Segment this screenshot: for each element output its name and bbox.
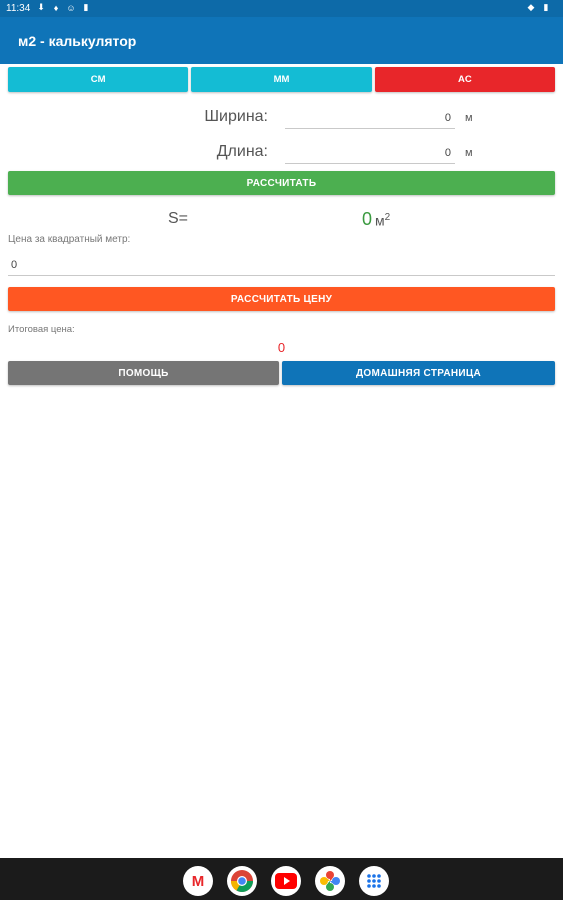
app-title: м2 - калькулятор (18, 33, 137, 49)
chrome-icon[interactable] (227, 866, 257, 896)
tab-ac[interactable]: AC (375, 67, 555, 92)
home-button[interactable]: ДОМАШНЯЯ СТРАНИЦА (282, 361, 555, 385)
tab-mm[interactable]: MM (191, 67, 371, 92)
gmail-icon[interactable]: M (183, 866, 213, 896)
face-icon: ☺ (66, 2, 76, 13)
area-unit: $м^2$ (375, 212, 391, 229)
length-unit: м (465, 147, 473, 159)
length-label: Длина: (216, 143, 268, 160)
area-value: 0 (362, 209, 373, 229)
tab-cm[interactable]: CM (8, 67, 188, 92)
help-button[interactable]: ПОМОЩЬ (8, 361, 279, 385)
app-drawer-icon[interactable] (359, 866, 389, 896)
status-bar (0, 0, 563, 17)
price-label: Цена за квадратный метр: (8, 234, 131, 245)
width-label: Ширина: (204, 108, 268, 125)
length-row (0, 139, 563, 169)
photos-icon[interactable] (315, 866, 345, 896)
calculate-button[interactable]: РАССЧИТАТЬ (8, 171, 555, 195)
drop-icon: ♦ (53, 2, 59, 13)
sim-icon: ▮ (83, 2, 89, 12)
total-label: Итоговая цена: (8, 324, 75, 335)
width-input[interactable]: 0 (285, 108, 455, 129)
length-input[interactable]: 0 (285, 143, 455, 164)
download-icon: ⬇ (37, 2, 45, 12)
youtube-icon[interactable] (271, 866, 301, 896)
width-row (0, 104, 563, 134)
battery-icon: ▮ (543, 2, 549, 12)
wifi-icon: ◆ (527, 2, 535, 12)
area-label: S= (168, 210, 189, 227)
unit-tabs (8, 67, 555, 92)
status-time: 11:34 (6, 3, 31, 14)
calculate-price-button[interactable]: РАССЧИТАТЬ ЦЕНУ (8, 287, 555, 311)
total-value: 0 (277, 340, 286, 355)
app-dock (183, 866, 389, 896)
price-input[interactable]: 0 (8, 255, 555, 276)
app-bar (0, 17, 563, 64)
width-unit: м (465, 112, 473, 124)
